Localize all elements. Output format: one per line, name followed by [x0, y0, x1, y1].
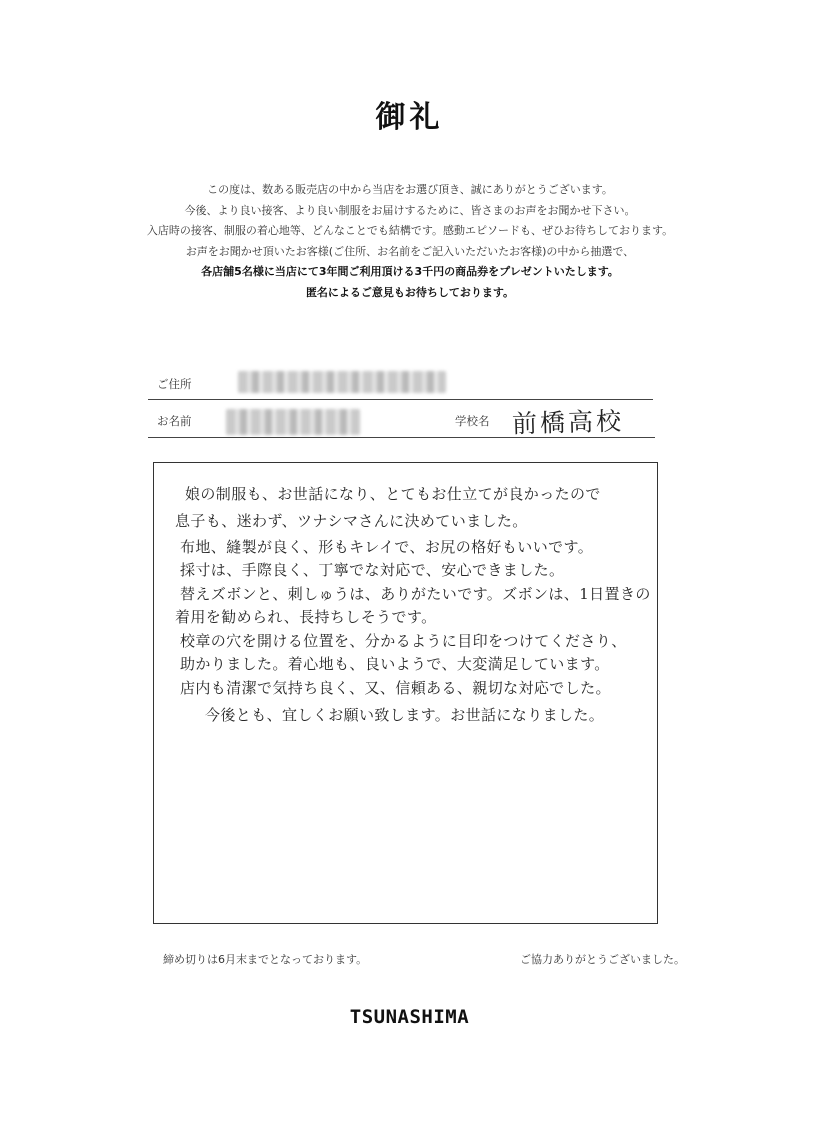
comment-line: 今後とも、宜しくお願い致します。お世話になりました。 [205, 706, 605, 724]
comment-line: 布地、縫製が良く、形もキレイで、お尻の格好もいいです。 [180, 538, 594, 556]
comment-line: 採寸は、手際良く、丁寧でな対応で、安心できました。 [180, 561, 565, 579]
name-underline [148, 437, 655, 438]
school-label: 学校名 [455, 414, 490, 428]
deadline-note: 締め切りは6月末までとなっております。 [163, 953, 368, 966]
address-redacted [238, 371, 446, 393]
comment-line: 替えズボンと、刺しゅうは、ありがたいです。ズボンは、1日置きの [180, 585, 651, 603]
brand-logo: TSUNASHIMA [349, 1006, 470, 1028]
page-title: 御礼 [375, 100, 444, 135]
school-value: 前橋高校 [511, 406, 625, 439]
intro-text [60, 180, 760, 303]
intro-line: この度は、数ある販売店の中から当店をお選び頂き、誠にありがとうございます。 [207, 183, 613, 196]
thanks-note: ご協力ありがとうございました。 [520, 953, 685, 966]
intro-line: 今後、より良い接客、より良い制服をお届けするために、皆さまのお声をお聞かせ下さい。 [184, 203, 636, 217]
intro-line-bold: 各店舗5名様に当店にて3年間ご利用頂ける3千円の商品券をプレゼントいたします。 [201, 265, 619, 278]
comment-line: 着用を勧められ、長持ちしそうです。 [175, 608, 437, 626]
name-redacted [226, 409, 360, 435]
intro-line: 入店時の接客、制服の着心地等、どんなことでも結構です。感動エピソードも、ぜひお待ちしております。 [146, 224, 674, 237]
intro-line-bold: 匿名によるご意見もお待ちしております。 [305, 285, 515, 299]
comment-line: 助かりました。着心地も、良いようで、大変満足しています。 [180, 655, 610, 673]
address-underline [148, 399, 653, 400]
comment-line: 店内も清潔で気持ち良く、又、信頼ある、親切な対応でした。 [180, 679, 611, 697]
intro-line: お声をお聞かせ頂いたお客様(ご住所、お名前をご記入いただいたお客様)の中から抽選で、 [185, 244, 635, 258]
name-label: お名前 [157, 414, 192, 428]
comment-line: 息子も、迷わず、ツナシマさんに決めていました。 [175, 512, 528, 530]
comment-line: 校章の穴を開ける位置を、分かるように目印をつけてくださり、 [180, 632, 627, 650]
comment-line: 娘の制服も、お世話になり、とてもお仕立てが良かったので [185, 485, 601, 503]
address-label: ご住所 [157, 377, 192, 391]
